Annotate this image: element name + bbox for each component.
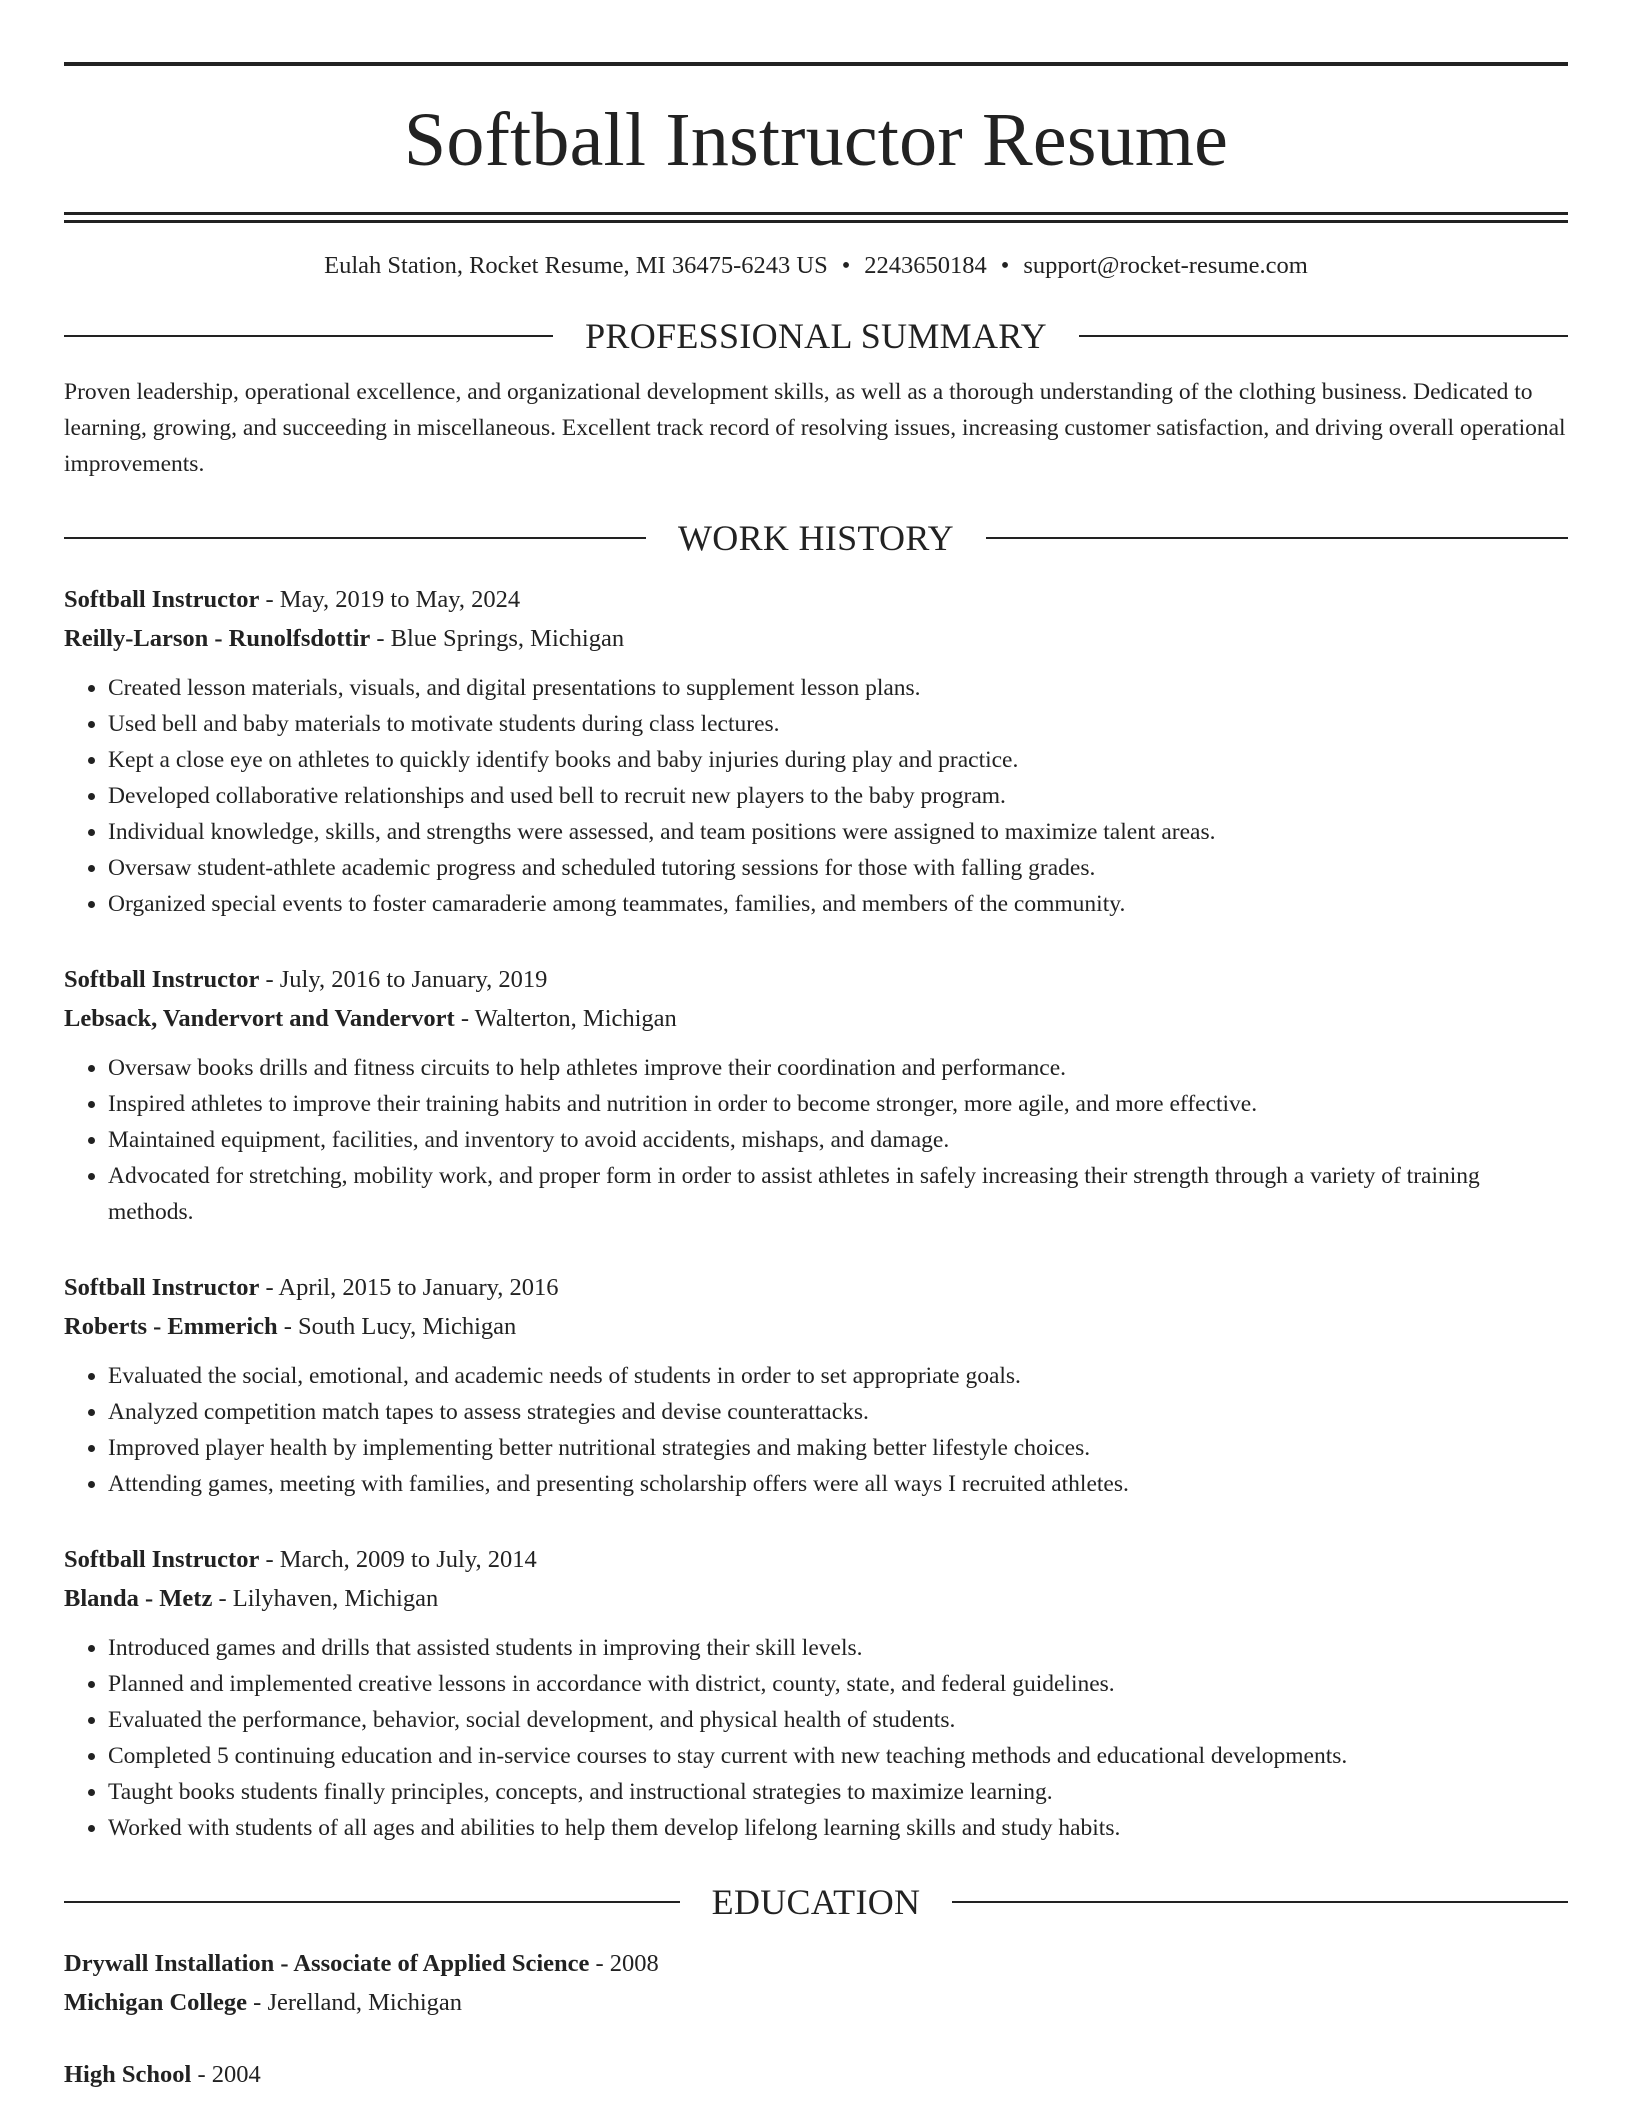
job-company: Roberts - Emmerich <box>64 1313 278 1341</box>
summary-heading: PROFESSIONAL SUMMARY <box>585 316 1047 357</box>
job-bullet-list <box>64 1050 1568 1230</box>
job-bullet: • Planned and implemented creative lessons in accordance with district, county, state, and federal guidelines. <box>108 1666 1568 1702</box>
job-title-line <box>64 580 1568 619</box>
education-degree-line <box>64 1944 1568 1983</box>
education-degree-line <box>64 2055 1568 2094</box>
work-history-section-header <box>64 518 1568 559</box>
contact-separator: • <box>841 252 851 279</box>
education-degree: High School <box>64 2061 192 2089</box>
section-rule <box>64 335 553 337</box>
job-bullet: • Worked with students of all ages and abilities to help them develop lifelong learning skills and study habits. <box>108 1810 1568 1846</box>
job-dates: - July, 2016 to January, 2019 <box>259 966 548 994</box>
job-title: Softball Instructor <box>64 1274 260 1302</box>
job-location: - South Lucy, Michigan <box>277 1313 517 1341</box>
job-bullet: • Completed 5 continuing education and in-service courses to stay current with new teaching methods and educational developments. <box>108 1738 1568 1774</box>
job-bullet: • Analyzed competition match tapes to assess strategies and devise counterattacks. <box>108 1394 1568 1430</box>
contact-line <box>64 251 1568 280</box>
education-school: Michigan College <box>64 1989 248 2017</box>
job-bullet: • Maintained equipment, facilities, and inventory to avoid accidents, mishaps, and damage. <box>108 1122 1568 1158</box>
job-company: Blanda - Metz <box>64 1585 213 1613</box>
education-school-line <box>64 1983 1568 2022</box>
job-title-line <box>64 1268 1568 1307</box>
job-bullet: • Evaluated the performance, behavior, social development, and physical health of students. <box>108 1702 1568 1738</box>
job-dates: - March, 2009 to July, 2014 <box>259 1546 537 1574</box>
education-location: - Jerelland, Michigan <box>247 1989 463 2017</box>
education-year: - 2008 <box>589 1950 659 1978</box>
section-rule <box>1079 335 1568 337</box>
job-location: - Blue Springs, Michigan <box>370 625 625 653</box>
title-double-rule <box>64 212 1568 223</box>
job-bullet: • Individual knowledge, skills, and strengths were assessed, and team positions were assigned to maximize talent areas. <box>108 814 1568 850</box>
job-bullet: • Developed collaborative relationships and used bell to recruit new players to the baby program. <box>108 778 1568 814</box>
work-history-heading: WORK HISTORY <box>678 518 954 559</box>
job-title-line <box>64 960 1568 999</box>
education-year: - 2004 <box>191 2061 261 2089</box>
job-dates: - May, 2019 to May, 2024 <box>259 586 521 614</box>
job-bullet: • Oversaw student-athlete academic progress and scheduled tutoring sessions for those with falling grades. <box>108 850 1568 886</box>
job-dates: - April, 2015 to January, 2016 <box>259 1274 559 1302</box>
contact-phone: 2243650184 <box>864 252 987 279</box>
section-rule <box>952 1901 1568 1903</box>
section-rule <box>986 537 1568 539</box>
contact-address: Eulah Station, Rocket Resume, MI 36475-6243 US <box>324 252 828 279</box>
job-bullet: • Used bell and baby materials to motivate students during class lectures. <box>108 706 1568 742</box>
job-company: Lebsack, Vandervort and Vandervort <box>64 1005 455 1033</box>
job-bullet: • Evaluated the social, emotional, and academic needs of students in order to set appropriate goals. <box>108 1358 1568 1394</box>
job-company-line <box>64 1307 1568 1346</box>
job-company: Reilly-Larson - Runolfsdottir <box>64 625 371 653</box>
job-title: Softball Instructor <box>64 1546 260 1574</box>
job-bullet: • Created lesson materials, visuals, and digital presentations to supplement lesson plans. <box>108 670 1568 706</box>
job-title-line <box>64 1540 1568 1579</box>
job-bullet: • Kept a close eye on athletes to quickly identify books and baby injuries during play and practice. <box>108 742 1568 778</box>
job-title: Softball Instructor <box>64 586 260 614</box>
education-degree: Drywall Installation - Associate of Applied Science <box>64 1950 590 1978</box>
job-bullet: • Inspired athletes to improve their training habits and nutrition in order to become stronger, more agile, and more effective. <box>108 1086 1568 1122</box>
job-bullet-list <box>64 670 1568 922</box>
education-section-header <box>64 1882 1568 1923</box>
education-entry <box>64 1944 1568 2022</box>
education-heading: EDUCATION <box>711 1882 921 1923</box>
job-company-line <box>64 619 1568 658</box>
top-rule <box>64 62 1568 66</box>
section-rule <box>64 537 646 539</box>
job-list <box>64 580 1568 1846</box>
job-bullet: • Advocated for stretching, mobility work, and proper form in order to assist athletes in safely increasing their strength through a variety of training methods. <box>108 1158 1568 1230</box>
contact-separator: • <box>1000 252 1010 279</box>
job-entry <box>64 1540 1568 1846</box>
summary-text: Proven leadership, operational excellence, and organizational development skills, as well as a thorough understanding of the clothing business. Dedicated to learning, growing, and succeeding in miscellaneous. Excellent track record of resolving issues, increasing customer satisfaction, and driving overall operational improvements. <box>64 379 1566 478</box>
job-company-line <box>64 1579 1568 1618</box>
page-title: Softball Instructor Resume <box>403 98 1229 182</box>
education-list <box>64 1944 1568 2094</box>
job-title: Softball Instructor <box>64 966 260 994</box>
job-bullet-list <box>64 1358 1568 1502</box>
job-entry <box>64 1268 1568 1502</box>
job-bullet: • Attending games, meeting with families, and presenting scholarship offers were all ways I recruited athletes. <box>108 1466 1568 1502</box>
contact-email: support@rocket-resume.com <box>1023 252 1308 279</box>
job-entry <box>64 960 1568 1230</box>
section-rule <box>64 1901 680 1903</box>
job-bullet: • Improved player health by implementing better nutritional strategies and making better lifestyle choices. <box>108 1430 1568 1466</box>
summary-section-header <box>64 316 1568 357</box>
job-bullet: • Introduced games and drills that assisted students in improving their skill levels. <box>108 1630 1568 1666</box>
job-bullet: • Organized special events to foster camaraderie among teammates, families, and members of the community. <box>108 886 1568 922</box>
job-bullet: • Oversaw books drills and fitness circuits to help athletes improve their coordination and performance. <box>108 1050 1568 1086</box>
education-entry <box>64 2055 1568 2094</box>
job-entry <box>64 580 1568 922</box>
job-bullet-list <box>64 1630 1568 1846</box>
job-location: - Lilyhaven, Michigan <box>212 1585 439 1613</box>
job-bullet: • Taught books students finally principles, concepts, and instructional strategies to maximize learning. <box>108 1774 1568 1810</box>
job-company-line <box>64 999 1568 1038</box>
job-location: - Walterton, Michigan <box>454 1005 677 1033</box>
